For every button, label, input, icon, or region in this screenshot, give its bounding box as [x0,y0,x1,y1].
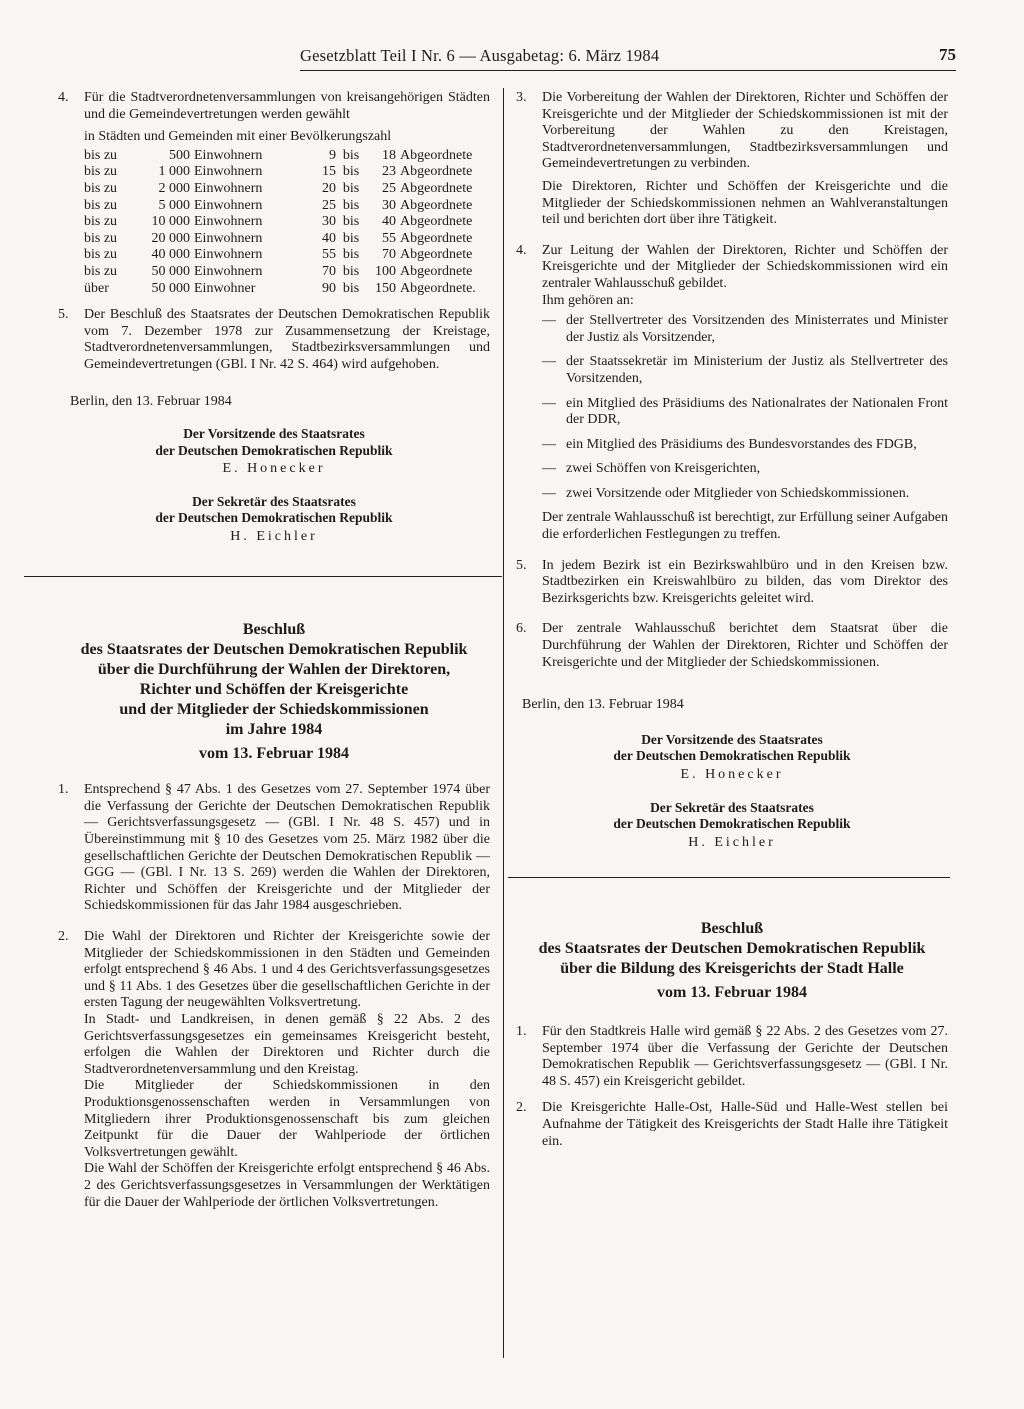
publication-title: Gesetzblatt Teil I Nr. 6 — Ausgabetag: 6. März 1984 [300,46,660,65]
dash-marker: — [542,395,556,411]
decree-item-2-paragraph: Die Wahl der Schöffen der Kreisgerichte erfolgt entsprechend § 46 Abs. 2 des Gerichtsverfassungsgesetzes in Versammlungen der Werktätigen für die Dauer der Wahlperiode der örtlichen Volksvertretungen. [84,1161,490,1210]
delegates-max: 18 [382,147,396,163]
rule-spacer [58,546,490,586]
dash-marker: — [542,313,556,329]
list-item-text: der Stellvertreter des Vorsitzenden des Ministerrates und Minister der Justiz als Vorsitzender, [566,313,948,345]
signature-title: Der Vorsitzende des Staatsrates [183,426,365,442]
delegates-min: 90 [322,280,336,296]
delegates-label: Abgeordnete [400,214,473,230]
decree-title-line: Beschluß [242,620,306,638]
signature-name: H. Eichler [230,529,318,545]
item-number: 1. [58,782,69,798]
delegates-max: 23 [382,164,396,180]
item-number: 1. [516,1023,527,1039]
population-unit: Einwohnern [194,197,263,213]
population-limit: 5 000 [158,197,190,213]
item-number: 2. [516,1100,527,1116]
delegates-label: Abgeordnete. [400,280,476,296]
decree-item-1-text: Entsprechend § 47 Abs. 1 des Gesetzes vom 27. September 1974 über die Verfassung der Gerichte der Deutschen Demokratischen Republik — Gerichtsverfassungsgesetz — (GBl. I Nr. 48 S. 457) und in Übereinstimmung mit § 10 des Gesetzes vom 25. März 1982 über die gesellschaftlichen Gerichte der Deutschen Demokratischen Republik — GGG — (GBl. I Nr. 13 S. 269) werden die Wahlen der Direktoren, Richter und Schöffen der Kreisgerichte und der Mitglieder der Schiedskommissionen für das Jahr 1984 ausgeschrieben. [84,782,490,914]
range-word: bis [342,263,360,279]
halle-item-2-text: Die Kreisgerichte Halle-Ost, Halle-Süd und Halle-West stellen bei Aufnahme der Tätigkeit des Kreisgerichts der Stadt Halle ihre Tätigkeit ein. [542,1100,948,1149]
range-word: bis [342,214,360,230]
delegates-min: 15 [322,164,336,180]
item-4-lead: in Städten und Gemeinden mit einer Bevölkerungszahl [84,129,392,145]
population-unit: Einwohnern [194,263,263,279]
decree-item-4-lead: Ihm gehören an: [542,292,634,308]
decree-item-5 [516,558,948,608]
population-limit: 500 [169,147,190,163]
signature-title: Der Sekretär des Staatsrates [650,799,814,815]
decree-item-6-text: Der zentrale Wahlausschuß berichtet dem Staatsrat über die Durchführung der Wahlen der Direktoren, Richter und Schöffen der Kreisgerichte und der Mitglieder der Schiedskommissionen. [542,621,948,670]
table-row [84,214,476,231]
item-5 [58,307,490,373]
dash-marker: — [542,436,556,452]
delegates-min: 20 [322,180,336,196]
delegates-min: 70 [322,263,336,279]
item-number: 5. [516,557,527,573]
delegates-min: 30 [322,214,336,230]
population-unit: Einwohnern [194,147,263,163]
item-number: 4. [58,90,69,105]
rule-spacer [516,851,948,891]
dash-marker: — [542,461,556,477]
list-item [542,396,948,429]
table-row [84,264,476,281]
signature-block-secretary [58,494,490,546]
item-number: 3. [516,90,527,105]
table-row [84,247,476,264]
signature-name: E. Honecker [680,767,784,782]
item-number: 2. [58,929,69,944]
decree-date: vom 13. Februar 1984 [657,984,807,1002]
decree-item-3-paragraph: Die Vorbereitung der Wahlen der Direktoren, Richter und Schöffen der Kreisgerichte und der Mitglieder der Schiedskommissionen ist mit der Vorbereitung der Wahlen zu den Kreistagen, Stadtverordnetenversammlungen, Stadtbezirksversammlungen und Gemeindevertretungen zu verbinden. [542,90,948,172]
population-limit: 1 000 [158,164,190,180]
decree-title-line: des Staatsrates der Deutschen Demokratischen Republik [538,940,926,958]
delegates-min: 40 [322,230,336,246]
signature-title: der Deutschen Demokratischen Republik [613,748,851,764]
population-limit: 50 000 [151,280,190,296]
population-unit: Einwohnern [194,247,263,263]
range-word: bis [342,280,360,296]
item-number: 5. [58,307,69,323]
list-item [542,313,948,346]
delegates-label: Abgeordnete [400,180,473,196]
section-rule [24,576,502,577]
delegates-max: 70 [382,247,396,263]
delegates-max: 55 [382,230,396,246]
signature-block-chairman [58,426,490,478]
delegates-max: 30 [382,197,396,213]
decree-title-line: über die Durchführung der Wahlen der Direktoren, [97,660,451,678]
column-divider [503,88,504,1358]
range-word: bis [342,230,360,246]
decree-item-3 [516,90,948,229]
halle-item-1 [516,1024,948,1090]
dash-marker: — [542,485,556,501]
decree-item-6 [516,621,948,671]
decree-title-line: und der Mitglieder der Schiedskommissionen [119,700,429,718]
delegates-label: Abgeordnete [400,230,473,246]
row-prefix: bis zu [84,164,118,180]
population-limit: 40 000 [151,247,190,263]
section-rule [508,877,950,878]
table-row [84,281,476,298]
row-prefix: bis zu [84,180,118,196]
population-unit: Einwohnern [194,230,263,246]
population-unit: Einwohner [194,280,256,296]
list-item-text: zwei Vorsitzende oder Mitglieder von Schiedskommissionen. [566,485,910,501]
signature-name: E. Honecker [222,461,326,477]
signature-name: H. Eichler [688,834,776,850]
delegates-max: 40 [382,214,396,230]
row-prefix: über [84,280,109,296]
list-item-text: ein Mitglied des Präsidiums des Bundesvorstandes des FDGB, [566,436,917,452]
list-item-text: der Staatssekretär im Ministerium der Justiz als Stellvertreter des Vorsitzenden, [566,354,948,386]
decree-date: vom 13. Februar 1984 [199,744,349,762]
population-limit: 20 000 [151,230,190,246]
page-header [300,45,956,72]
committee-members-list [542,313,948,502]
decree-heading [516,919,948,1002]
row-prefix: bis zu [84,214,118,230]
delegates-max: 100 [375,263,396,279]
delegates-min: 9 [329,147,336,163]
signature-title: Der Sekretär des Staatsrates [192,493,356,509]
list-item-text: zwei Schöffen von Kreisgerichten, [566,461,761,477]
range-word: bis [342,197,360,213]
item-4-intro: Für die Stadtverordnetenversammlungen von kreisangehörigen Städten und die Gemeindevertretungen werden gewählt [84,90,490,122]
decree-item-4-paragraph: Der zentrale Wahlausschuß ist berechtigt, zur Erfüllung seiner Aufgaben die erforderlichen Festlegungen zu treffen. [542,510,948,543]
item-4 [58,90,490,297]
list-item-text: ein Mitglied des Präsidiums des Nationalrates der Nationalen Front der DDR, [566,395,948,428]
row-prefix: bis zu [84,263,118,279]
decree-title-line: über die Bildung des Kreisgerichts der Stadt Halle [560,960,904,978]
decree-title-line: im Jahre 1984 [225,720,323,738]
delegates-label: Abgeordnete [400,197,473,213]
delegates-min: 55 [322,247,336,263]
table-row [84,148,476,165]
list-item [542,486,948,503]
row-prefix: bis zu [84,147,118,163]
delegates-min: 25 [322,197,336,213]
decree-title-line: des Staatsrates der Deutschen Demokratischen Republik [80,640,468,658]
table-row [84,181,476,198]
delegates-label: Abgeordnete [400,263,473,279]
table-row [84,231,476,248]
decree-title-line: Beschluß [700,920,764,938]
decree-item-4-paragraph: Zur Leitung der Wahlen der Direktoren, Richter und Schöffen der Kreisgerichte und der Mitglieder der Schiedskommissionen wird ein zentraler Wahlausschuß gebildet. [542,242,948,291]
decree-item-3-paragraph: Die Direktoren, Richter und Schöffen der Kreisgerichte und die Mitglieder der Schiedskommissionen nehmen an Wahlveranstaltungen teil und berichten dort über ihre Tätigkeit. [542,178,948,228]
range-word: bis [342,247,360,263]
halle-item-2 [516,1100,948,1150]
delegates-label: Abgeordnete [400,247,473,263]
population-table [84,148,476,297]
range-word: bis [342,147,360,163]
decree-item-5-text: In jedem Bezirk ist ein Bezirkswahlbüro und in den Kreisen bzw. Stadtbezirken ein Kreiswahlbüro zu bilden, das vom Direktor des Bezirksgerichts bzw. Kreisgerichts geleitet wird. [542,557,948,606]
place-date: Berlin, den 13. Februar 1984 [522,697,684,713]
right-column [516,90,948,1150]
page-number: 75 [939,45,956,64]
population-limit: 50 000 [151,263,190,279]
signature-title: der Deutschen Demokratischen Republik [155,442,393,458]
decree-title-line: Richter und Schöffen der Kreisgerichte [139,680,409,698]
decree-item-2-paragraph: Die Wahl der Direktoren und Richter der Kreisgerichte sowie der Mitglieder der Schiedskommissionen in den Städten und Gemeinden erfolgt entsprechend § 46 Abs. 1 und 4 des Gerichtsverfassungsgesetzes und § 11 Abs. 1 des Gesetzes über die gesellschaftlichen Gerichte in der ersten Tagung der neugewählten Volksvertretung. [84,929,490,1011]
decree-item-1 [58,782,490,915]
signature-title: der Deutschen Demokratischen Republik [613,816,851,832]
decree-item-4 [516,243,948,544]
item-number: 6. [516,621,527,637]
list-item [542,461,948,478]
list-item [542,437,948,454]
item-number: 4. [516,242,527,258]
header-rule [300,70,956,71]
population-unit: Einwohnern [194,180,263,196]
range-word: bis [342,164,360,180]
halle-item-1-text: Für den Stadtkreis Halle wird gemäß § 22 Abs. 2 des Gesetzes vom 27. September 1974 über die Verfassung der Gerichte der Deutschen Demokratischen Republik — Gerichtsverfassungsgesetz — (GBl. I Nr. 48 S. 457) ein Kreisgericht gebildet. [542,1023,948,1089]
row-prefix: bis zu [84,197,118,213]
table-row [84,164,476,181]
row-prefix: bis zu [84,230,118,246]
left-column [58,90,490,1211]
row-prefix: bis zu [84,247,118,263]
signature-block-chairman [516,732,948,784]
decree-item-2 [58,929,490,1211]
delegates-max: 150 [375,280,396,296]
delegates-max: 25 [382,180,396,196]
signature-title: der Deutschen Demokratischen Republik [155,510,393,526]
item-5-text: Der Beschluß des Staatsrates der Deutschen Demokratischen Republik vom 7. Dezember 1978 zur Zusammensetzung der Kreistage, Stadtverordnetenversammlungen, Stadtbezirksversammlungen und Gemeindevertretungen (GBl. I Nr. 42 S. 464) wird aufgehoben. [84,307,490,372]
population-limit: 10 000 [151,214,190,230]
signature-block-secretary [516,800,948,852]
decree-item-2-paragraph: In Stadt- und Landkreisen, in denen gemäß § 22 Abs. 2 des Gerichtsverfassungsgesetzes ein gemeinsames Kreisgericht besteht, erfolgen die Wahlen der Direktoren und Richter durch die Stadtverordnetenversammlung und den Kreistag. [84,1011,490,1077]
signature-title: Der Vorsitzende des Staatsrates [641,731,823,747]
list-item [542,354,948,387]
decree-heading [58,620,490,763]
place-date: Berlin, den 13. Februar 1984 [70,393,232,409]
decree-item-2-paragraph: Die Mitglieder der Schiedskommissionen in den Produktionsgenossenschaften werden in Versammlungen von Mitgliedern ihrer Produktionsgenossenschaft bis zum gleichen Zeitpunkt für die Dauer der Wahlperiode der örtlichen Volksvertretungen gewählt. [84,1078,490,1160]
table-row [84,198,476,215]
population-unit: Einwohnern [194,164,263,180]
range-word: bis [342,180,360,196]
population-unit: Einwohnern [194,214,263,230]
dash-marker: — [542,354,556,370]
delegates-label: Abgeordnete [400,147,473,163]
delegates-label: Abgeordnete [400,164,473,180]
population-limit: 2 000 [158,180,190,196]
